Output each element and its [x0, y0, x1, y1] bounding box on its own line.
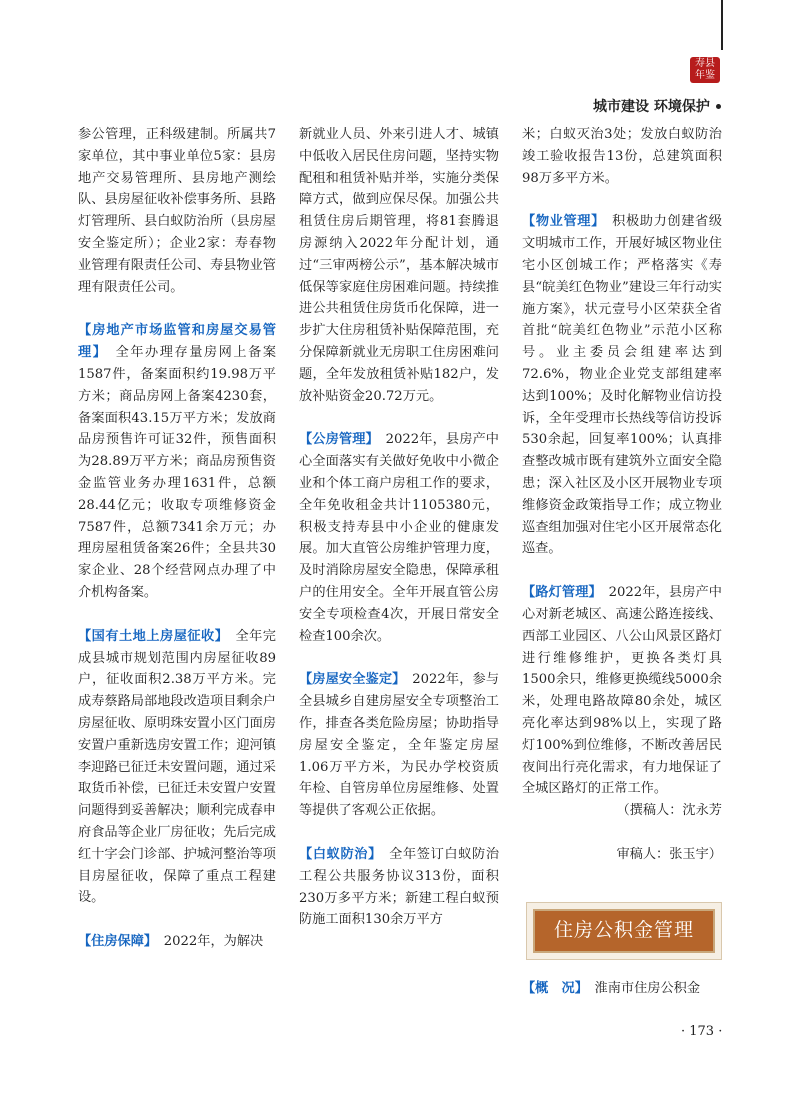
section-body: 全年完成县城市规划范围内房屋征收89户，征收面积2.38万平方米。完成寿蔡路局部地段改造项目剩余户房屋征收、原明珠安置小区门面房安置户重新选房安置工作；迎河镇李迎路已征迁未安置问题，通过采取货币补偿，已征迁未安置户安置问题得到妥善解决；顺利完成春申府食品等企业厂房征收；先后完成红十字会门诊部、护城河整治等项目房屋征收，保障了重点工程建设。 — [78, 628, 276, 906]
section-body: 2022年，县房产中心对新老城区、高速公路连接线、西部工业园区、八公山风景区路灯进行维修维护，更换各类灯具1500余只，维修更换缆线5000余米，处理电路故障80余处，城区亮化率达到98%以上，实现了路灯100%到位维修，不断改善居民夜间出行亮化需求，有力地保证了全城区路灯的正常工作。 — [522, 585, 722, 797]
section-body: 淮南市住房公积金 — [594, 980, 701, 996]
yearbook-seal-logo: 寿县年鉴 — [690, 57, 720, 83]
header-dot-icon — [716, 104, 721, 109]
section-body: 2022年，为解决 — [163, 934, 264, 950]
section-property-management — [522, 211, 722, 560]
section-overview — [522, 978, 722, 1000]
author-credit: （撰稿人：沈永芳 — [616, 803, 722, 819]
section-termite-control — [299, 844, 499, 931]
section-safety-appraisal — [299, 669, 499, 822]
section-title: 城市建设 环境保护 — [593, 99, 710, 115]
column-3 — [522, 124, 722, 1022]
section-heading: 【物业管理】 — [522, 214, 599, 230]
section-heading: 【公房管理】 — [299, 432, 373, 448]
section-heading: 【住房保障】 — [78, 934, 151, 950]
section-land-expropriation — [78, 626, 276, 909]
section-street-lights — [522, 582, 722, 800]
section-heading: 【房地产市场监管和房屋交易管理】 — [78, 323, 276, 361]
section-real-estate-market — [78, 320, 276, 603]
section-housing-security — [78, 931, 276, 953]
paragraph: 参公管理，正科级建制。所属共7家单位，其中事业单位5家：县房地产交易管理所、县房地产测绘队、县房屋征收补偿事务所、县路灯管理所、县白蚁防治所（县房屋安全鉴定所）；企业2家：寿春物业管理有限责任公司、寿县物业管理有限责任公司。 — [78, 127, 276, 295]
section-body: 2022年，参与全县城乡自建房屋安全专项整治工作，排查各类危险房屋；协助指导房屋安全鉴定，全年鉴定房屋1.06万平方米，为民办学校资质年检、自管房单位房屋维修、处置等提供了客观公正依据。 — [299, 672, 500, 819]
top-rule — [721, 0, 723, 50]
column-1 — [78, 124, 276, 975]
section-heading: 【概 况】 — [522, 980, 582, 996]
reviewer-credit: 审稿人：张玉宇） — [616, 846, 722, 862]
chapter-title-box — [526, 902, 722, 960]
section-heading: 【国有土地上房屋征收】 — [78, 628, 222, 644]
section-public-housing — [299, 429, 499, 647]
section-heading: 【房屋安全鉴定】 — [299, 672, 399, 688]
section-body: 全年办理存量房网上备案1587件，备案面积约19.98万平方米；商品房网上备案4230套，备案面积43.15万平方米；发放商品房预售许可证32件，预售面积为28.89万平方米；商品房预售资金监管业务办理1631件，总额28.44亿元；收取专项维修资金7587件，总额7341余万元；办理房屋租赁备案26件；全县共30家企业、28个经营网点办理了中介机构备案。 — [78, 345, 277, 600]
column-2 — [299, 124, 499, 953]
paragraph: 米；白蚁灭治3处；发放白蚁防治竣工验收报告13份，总建筑面积98万多平方米。 — [522, 127, 722, 186]
running-header — [593, 96, 721, 116]
page-number: · 173 · — [681, 1024, 723, 1039]
section-body: 2022年，县房产中心全面落实有关做好免收中小微企业和个体工商户房租工作的要求，全年免收租金共计1105380元，积极支持寿县中小企业的健康发展。加大直管公房维护管理力度，及时消除房屋安全隐患，保障承租户的住用安全。全年开展直管公房安全专项检查4次，开展日常安全检查100余次。 — [299, 432, 499, 644]
section-body: 全年签订白蚁防治工程公共服务协议313份，面积230万多平方米；新建工程白蚁预防施工面积130余万平方 — [299, 846, 500, 928]
section-body: 积极助力创建省级文明城市工作，开展好城区物业住宅小区创城工作；严格落实《寿县“皖美红色物业”建设三年行动实施方案》，状元壹号小区荣获全省首批“皖美红色物业”示范小区称号。业主委员会组建率达到72.6%，物业企业党支部组建率达到100%；及时化解物业信访投诉，全年受理市长热线等信访投诉530余起，回复率100%；认真排查整改城市既有建筑外立面安全隐患；深入社区及小区开展物业专项维修资金政策指导工作；成立物业巡查组加强对住宅小区开展常态化巡查。 — [522, 214, 723, 557]
paragraph: 新就业人员、外来引进人才、城镇中低收入居民住房问题，坚持实物配租和租赁补贴并举，实施分类保障方式，做到应保尽保。加强公共租赁住房后期管理，将81套腾退房源纳入2022年分配计划，通过“三审两榜公示”，基本解决城市低保等家庭住房困难问题。持续推进公共租赁住房货币化保障，进一步扩大住房租赁补贴保障范围，充分保障新就业无房职工住房困难问题，全年发放租赁补贴182户，发放补贴资金20.72万元。 — [299, 127, 499, 404]
section-heading: 【路灯管理】 — [522, 585, 596, 601]
section-heading: 【白蚁防治】 — [299, 846, 376, 862]
chapter-title: 住房公积金管理 — [533, 909, 715, 953]
